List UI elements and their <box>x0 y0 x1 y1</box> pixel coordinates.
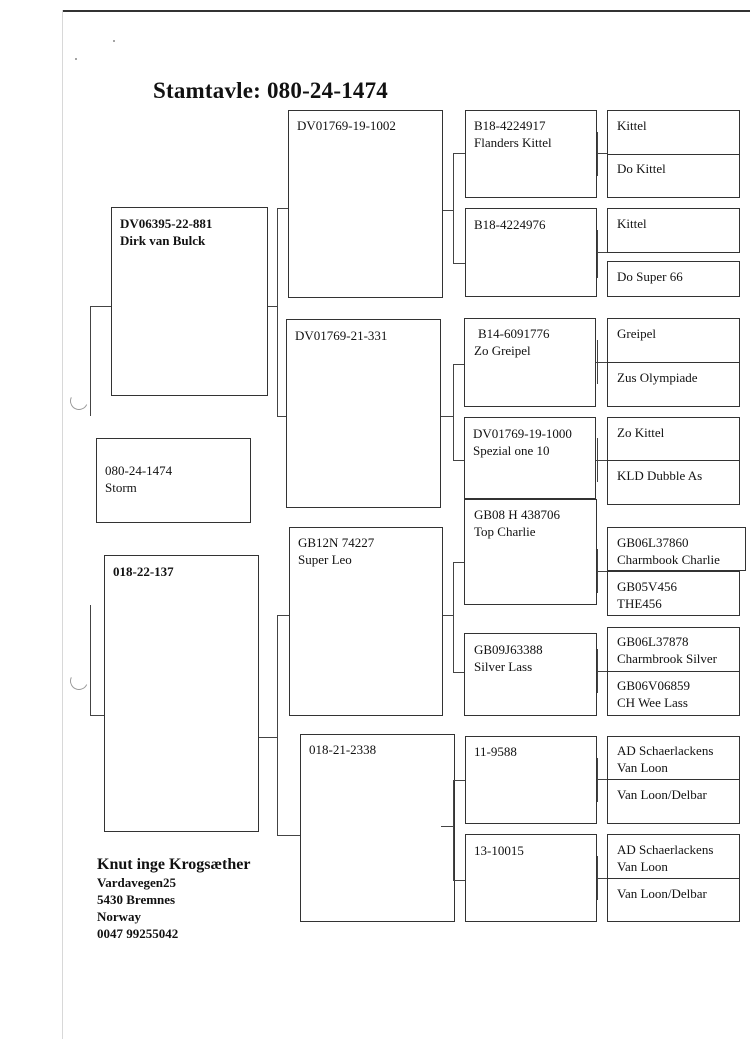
connector-line <box>453 880 465 881</box>
gen4-line1: GB06L37878 <box>617 634 689 649</box>
connector-line <box>597 649 598 693</box>
punch-hole-mark <box>67 669 90 692</box>
gp-ds-name: Super Leo <box>298 552 352 567</box>
connector-line <box>277 208 278 416</box>
sire-id: DV06395-22-881 <box>120 216 213 231</box>
punch-hole-mark <box>67 389 90 412</box>
scan-speck <box>113 40 115 42</box>
connector-line <box>597 878 607 879</box>
connector-line <box>453 562 454 672</box>
gp-ss-id: DV01769-19-1002 <box>297 118 396 133</box>
owner-contact <box>97 856 250 942</box>
gen4-line1: Do Super 66 <box>617 269 683 284</box>
gp-ss-box <box>288 110 443 298</box>
ggp-dss-id: GB08 H 438706 <box>474 507 560 522</box>
connector-line <box>597 340 598 384</box>
connector-line <box>453 364 464 365</box>
connector-line <box>453 263 465 264</box>
connector-line <box>453 153 465 154</box>
connector-line <box>90 306 111 307</box>
connector-line <box>453 364 454 460</box>
connector-line <box>597 132 598 176</box>
connector-line <box>441 826 453 827</box>
owner-country: Norway <box>97 909 142 924</box>
gen4-line1: AD Schaerlackens <box>617 842 714 857</box>
gen4-line1: GB06L37860 <box>617 535 689 550</box>
subject-name: Storm <box>105 480 137 495</box>
ggp-sdd-name: Spezial one 10 <box>473 443 550 458</box>
gen4-line1: Kittel <box>617 118 647 133</box>
gen4-line1: GB05V456 <box>617 579 677 594</box>
ggp-ssd-id: B18-4224976 <box>474 217 546 232</box>
connector-line <box>453 562 464 563</box>
ggp-ddd-id: 13-10015 <box>474 843 524 858</box>
connector-line <box>597 230 598 278</box>
ggp-dss-name: Top Charlie <box>474 524 536 539</box>
page-title: Stamtavle: 080-24-1474 <box>153 78 388 103</box>
gen4-line2: CH Wee Lass <box>617 695 688 710</box>
connector-line <box>453 460 464 461</box>
connector-line <box>453 672 464 673</box>
ggp-dds-id: 11-9588 <box>474 744 517 759</box>
gen4-line2: Charmbrook Silver <box>617 651 718 666</box>
connector-line <box>443 615 453 616</box>
connector-line <box>277 208 288 209</box>
connector-line <box>443 210 453 211</box>
connector-line <box>90 605 91 715</box>
owner-phone: 0047 99255042 <box>97 926 179 941</box>
owner-postal: 5430 Bremnes <box>97 892 176 907</box>
owner-address: Vardavegen25 <box>97 875 176 890</box>
connector-line <box>597 758 598 802</box>
connector-line <box>277 416 286 417</box>
connector-line <box>597 779 607 780</box>
connector-line <box>597 252 607 253</box>
connector-line <box>268 306 277 307</box>
gen4-line1: Greipel <box>617 326 656 341</box>
gen4-line1: GB06V06859 <box>617 678 690 693</box>
connector-line <box>597 549 598 593</box>
owner-name: Knut inge Krogsæther <box>97 856 251 873</box>
ggp-sdd-id: DV01769-19-1000 <box>473 426 572 441</box>
connector-line <box>597 571 607 572</box>
dam-id: 018-22-137 <box>113 564 174 579</box>
gen4-line1: Zo Kittel <box>617 425 665 440</box>
connector-line <box>277 615 289 616</box>
gen4-line1: KLD Dubble As <box>617 468 703 483</box>
gen4-line1: Do Kittel <box>617 161 666 176</box>
connector-line <box>597 438 598 482</box>
ggp-sds-id: B14-6091776 <box>478 326 550 341</box>
connector-line <box>441 416 453 417</box>
gen4-line1: Van Loon/Delbar <box>617 886 707 901</box>
gen4-line2: Van Loon <box>617 859 668 874</box>
ggp-sds-name: Zo Greipel <box>474 343 531 358</box>
page-border-top <box>62 10 750 12</box>
gen4-line1: AD Schaerlackens <box>617 743 714 758</box>
ggp-dsd-name: Silver Lass <box>474 659 533 674</box>
connector-line <box>597 671 607 672</box>
gen4-line1: Zus Olympiade <box>617 370 698 385</box>
connector-line <box>90 306 91 416</box>
connector-line <box>453 153 454 263</box>
gp-dd-id: 018-21-2338 <box>309 742 377 757</box>
ggp-sss-name: Flanders Kittel <box>474 135 552 150</box>
gen4-line2: Charmbook Charlie <box>617 552 720 567</box>
sire-name: Dirk van Bulck <box>120 233 206 248</box>
gen4-line2: THE456 <box>617 596 662 611</box>
gp-sd-id: DV01769-21-331 <box>295 328 388 343</box>
gp-ds-id: GB12N 74227 <box>298 535 375 550</box>
subject-id: 080-24-1474 <box>105 463 173 478</box>
connector-line <box>597 856 598 900</box>
connector-line <box>259 737 277 738</box>
connector-line <box>453 780 454 880</box>
gen4-line2: Van Loon <box>617 760 668 775</box>
connector-line <box>277 615 278 835</box>
gp-sd-box <box>286 319 441 508</box>
connector-line <box>277 835 300 836</box>
gp-dd-box <box>300 734 455 922</box>
ggp-sss-id: B18-4224917 <box>474 118 546 133</box>
page-border-left <box>62 10 63 1039</box>
ggp-dsd-id: GB09J63388 <box>474 642 543 657</box>
connector-line <box>453 780 465 781</box>
dam-box <box>104 555 259 832</box>
connector-line <box>597 153 607 154</box>
gen4-line1: Kittel <box>617 216 647 231</box>
connector-line <box>90 715 104 716</box>
gen4-line1: Van Loon/Delbar <box>617 787 707 802</box>
scan-speck <box>75 58 77 60</box>
